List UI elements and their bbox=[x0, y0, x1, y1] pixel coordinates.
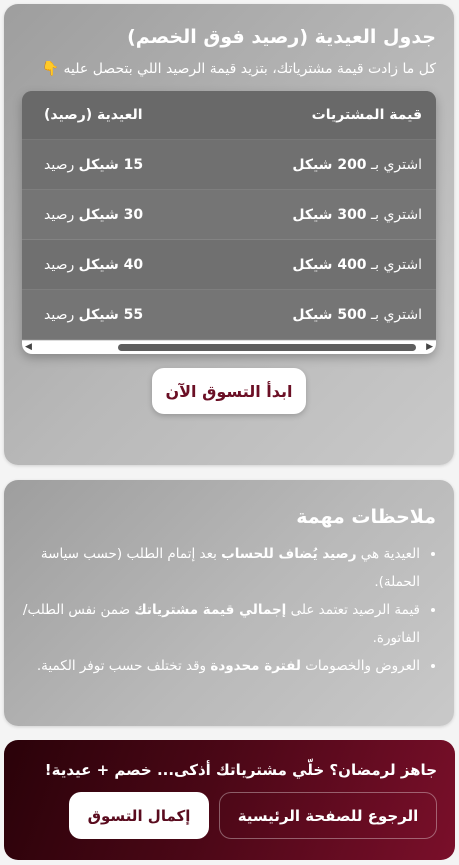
continue-shopping-button[interactable]: إكمال التسوق bbox=[69, 792, 209, 839]
purchase-cell: اشتري بـ 500 شيكل bbox=[292, 306, 422, 323]
scroll-right-arrow-icon[interactable]: ▶ bbox=[426, 342, 433, 352]
table-row bbox=[22, 140, 436, 190]
purchase-cell: اشتري بـ 300 شيكل bbox=[292, 206, 422, 223]
banner-actions bbox=[22, 792, 437, 839]
notes-title: ملاحظات مهمة bbox=[296, 506, 436, 528]
column-header-reward: العيدية (رصيد) bbox=[44, 107, 143, 123]
reward-cell: 55 شيكل رصيد bbox=[44, 306, 144, 323]
table-header-row bbox=[22, 91, 436, 140]
rewards-table[interactable] bbox=[22, 91, 436, 354]
table-row bbox=[22, 190, 436, 240]
scrollbar-thumb[interactable] bbox=[118, 344, 416, 351]
back-home-button[interactable]: الرجوع للصفحة الرئيسية bbox=[219, 792, 437, 839]
table-row bbox=[22, 290, 436, 340]
rewards-table-card bbox=[4, 4, 454, 465]
reward-cell: 40 شيكل رصيد bbox=[44, 256, 144, 273]
scroll-left-arrow-icon[interactable]: ◀ bbox=[25, 342, 32, 352]
horizontal-scrollbar[interactable] bbox=[22, 340, 436, 354]
rewards-table-title: جدول العيدية (رصيد فوق الخصم) bbox=[127, 26, 436, 48]
reward-cell: 30 شيكل رصيد bbox=[44, 206, 144, 223]
banner-text: جاهز لرمضان؟ خلّي مشترياتك أذكى... خصم + عيدية! bbox=[44, 761, 437, 779]
list-item: • العروض والخصومات لفترة محدودة وقد تختلف حسب توفر الكمية. bbox=[22, 652, 420, 680]
cta-banner bbox=[4, 740, 455, 860]
notes-card bbox=[4, 480, 454, 726]
purchase-cell: اشتري بـ 400 شيكل bbox=[292, 256, 422, 273]
column-header-purchase: قيمة المشتريات bbox=[311, 107, 422, 123]
start-shopping-button[interactable]: ابدأ التسوق الآن bbox=[152, 368, 306, 414]
notes-list bbox=[22, 540, 436, 680]
list-item: • قيمة الرصيد تعتمد على إجمالي قيمة مشترياتك ضمن نفس الطلب/الفاتورة. bbox=[22, 596, 420, 652]
reward-cell: 15 شيكل رصيد bbox=[44, 156, 144, 173]
table-row bbox=[22, 240, 436, 290]
rewards-table-subtitle: كل ما زادت قيمة مشترياتك، بتزيد قيمة الرصيد اللي بتحصل عليه 👇 bbox=[41, 61, 436, 77]
purchase-cell: اشتري بـ 200 شيكل bbox=[292, 156, 422, 173]
list-item: • العيدية هي رصيد يُضاف للحساب بعد إتمام الطلب (حسب سياسة الحملة). bbox=[22, 540, 420, 596]
